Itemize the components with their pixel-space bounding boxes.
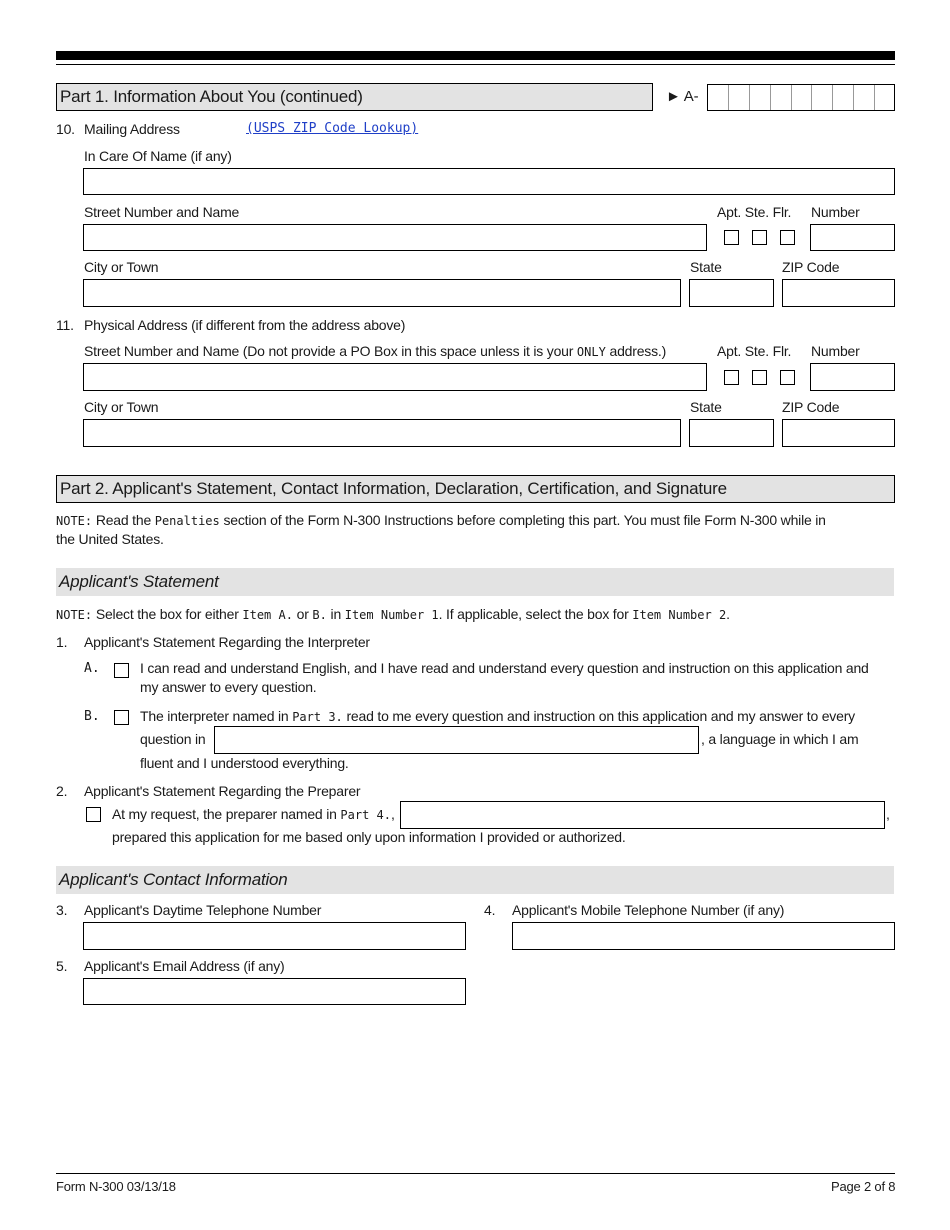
physical-zip-field[interactable] <box>782 419 895 447</box>
option-b-checkbox[interactable] <box>114 710 129 725</box>
part3-ref: Part 3. <box>292 710 343 724</box>
footer-rule <box>56 1173 895 1174</box>
option-a-letter: A. <box>84 661 100 676</box>
physical-street-field[interactable] <box>83 363 707 391</box>
preparer-line2: prepared this application for me based only upon information I provided or authorized. <box>112 829 626 845</box>
physical-zip-label: ZIP Code <box>782 399 840 415</box>
usps-zip-lookup-link[interactable]: (USPS ZIP Code Lookup) <box>246 121 419 136</box>
zip-label: ZIP Code <box>782 259 840 275</box>
care-of-label: In Care Of Name (if any) <box>84 148 232 164</box>
q11-label: Physical Address (if different from the address above) <box>84 317 406 333</box>
statement-note-label: NOTE: <box>56 608 93 622</box>
contact-info-title: Applicant's Contact Information <box>59 870 288 889</box>
part1-header-text: Part 1. Information About You (continued) <box>60 87 363 106</box>
top-thick-rule <box>56 51 895 60</box>
apt-ste-flr-label: Apt. Ste. Flr. <box>717 204 792 220</box>
a-number-cell-divider <box>770 85 771 110</box>
item-number-2-ref: Item Number 2 <box>632 608 727 622</box>
footer-page-number: Page 2 of 8 <box>831 1179 896 1194</box>
number-label: Number <box>811 204 860 220</box>
preparer-checkbox[interactable] <box>86 807 101 822</box>
physical-apt-checkbox[interactable] <box>724 370 739 385</box>
q10-label: Mailing Address <box>84 121 180 137</box>
physical-number-label: Number <box>811 343 860 359</box>
part2-header-text: Part 2. Applicant's Statement, Contact Information, Declaration, Certification, and Signature <box>60 479 727 498</box>
mobile-phone-field[interactable] <box>512 922 895 950</box>
preparer-name-field[interactable] <box>400 801 885 829</box>
q1-number: 1. <box>56 634 68 650</box>
option-b-pre: The interpreter named in <box>140 708 293 724</box>
preparer-line1 <box>112 806 395 823</box>
state-select[interactable] <box>689 279 774 307</box>
statement-note-d: . If applicable, select the box for <box>438 606 633 622</box>
flr-checkbox[interactable] <box>780 230 795 245</box>
physical-flr-checkbox[interactable] <box>780 370 795 385</box>
item-number-1-ref: Item Number 1 <box>344 608 439 622</box>
street-label: Street Number and Name <box>84 204 240 220</box>
physical-street-label-post: address.) <box>605 343 667 359</box>
part4-ref: Part 4. <box>340 808 391 822</box>
physical-city-field[interactable] <box>83 419 681 447</box>
part2-header <box>56 475 895 503</box>
preparer-comma2: , <box>886 806 890 822</box>
footer-form-id: Form N-300 03/13/18 <box>56 1179 176 1194</box>
option-a-line1: I can read and understand English, and I have read and understand every question and instruction on this application and <box>140 660 869 676</box>
applicants-statement-title: Applicant's Statement <box>59 572 219 591</box>
option-b-question-in: question in <box>140 731 206 747</box>
preparer-pre: At my request, the preparer named in <box>112 806 341 822</box>
applicants-statement-band <box>56 568 894 596</box>
q5-number: 5. <box>56 958 68 974</box>
physical-ste-checkbox[interactable] <box>752 370 767 385</box>
q11-number: 11. <box>56 317 74 333</box>
option-a-checkbox[interactable] <box>114 663 129 678</box>
a-number-cell-divider <box>728 85 729 110</box>
q3-number: 3. <box>56 902 68 918</box>
a-number-cell-divider <box>832 85 833 110</box>
option-b-line1 <box>140 708 855 725</box>
interpreter-language-field[interactable] <box>214 726 699 754</box>
zip-field[interactable] <box>782 279 895 307</box>
part2-note-line2: the United States. <box>56 531 164 547</box>
q5-label: Applicant's Email Address (if any) <box>84 958 285 974</box>
statement-note-a: Select the box for either <box>92 606 243 622</box>
email-field[interactable] <box>83 978 466 1005</box>
option-b-letter: B. <box>84 709 100 724</box>
physical-city-label: City or Town <box>84 399 159 415</box>
a-number-cell-divider <box>811 85 812 110</box>
care-of-name-field[interactable] <box>83 168 895 195</box>
note-label: NOTE: <box>56 514 93 528</box>
apt-checkbox[interactable] <box>724 230 739 245</box>
statement-note <box>56 606 730 623</box>
option-b-line3: fluent and I understood everything. <box>140 755 349 771</box>
physical-unit-number-field[interactable] <box>810 363 895 391</box>
unit-number-field[interactable] <box>810 224 895 251</box>
statement-note-c: in <box>326 606 345 622</box>
only-emphasis: ONLY <box>576 345 606 359</box>
physical-street-label-pre: Street Number and Name (Do not provide a PO Box in this space unless it is your <box>84 343 577 359</box>
city-label: City or Town <box>84 259 159 275</box>
state-label: State <box>690 259 722 275</box>
a-number-label: ► A- <box>666 88 699 105</box>
street-field[interactable] <box>83 224 707 251</box>
a-number-cell-divider <box>874 85 875 110</box>
statement-note-e: . <box>726 606 730 622</box>
note-text-post: section of the Form N-300 Instructions before completing this part. You must file Form N-300 while in <box>219 512 826 528</box>
note-text-pre: Read the <box>92 512 155 528</box>
part1-header <box>56 83 653 111</box>
daytime-phone-field[interactable] <box>83 922 466 950</box>
item-b-ref: B. <box>312 608 327 622</box>
statement-note-b: or <box>292 606 313 622</box>
part2-note-line1 <box>56 512 826 529</box>
q4-number: 4. <box>484 902 496 918</box>
ste-checkbox[interactable] <box>752 230 767 245</box>
q2-number: 2. <box>56 783 68 799</box>
penalties-emphasis: Penalties <box>154 514 220 528</box>
a-number-cell-divider <box>853 85 854 110</box>
a-number-input[interactable] <box>707 84 895 111</box>
q4-label: Applicant's Mobile Telephone Number (if any) <box>512 902 785 918</box>
physical-state-select[interactable] <box>689 419 774 447</box>
q1-label: Applicant's Statement Regarding the Interpreter <box>84 634 370 650</box>
physical-state-label: State <box>690 399 722 415</box>
top-thin-rule <box>56 64 895 65</box>
q2-label: Applicant's Statement Regarding the Preparer <box>84 783 361 799</box>
preparer-comma1: , <box>390 806 395 822</box>
option-a-line2: my answer to every question. <box>140 679 317 695</box>
q3-label: Applicant's Daytime Telephone Number <box>84 902 322 918</box>
physical-street-label <box>84 343 666 360</box>
city-field[interactable] <box>83 279 681 307</box>
a-number-cell-divider <box>791 85 792 110</box>
option-b-after-field: , a language in which I am <box>701 731 859 747</box>
item-a-ref: Item A. <box>242 608 293 622</box>
option-b-post: read to me every question and instruction on this application and my answer to every <box>342 708 855 724</box>
q10-number: 10. <box>56 121 75 137</box>
physical-apt-ste-flr-label: Apt. Ste. Flr. <box>717 343 792 359</box>
a-number-cell-divider <box>749 85 750 110</box>
contact-info-band <box>56 866 894 894</box>
